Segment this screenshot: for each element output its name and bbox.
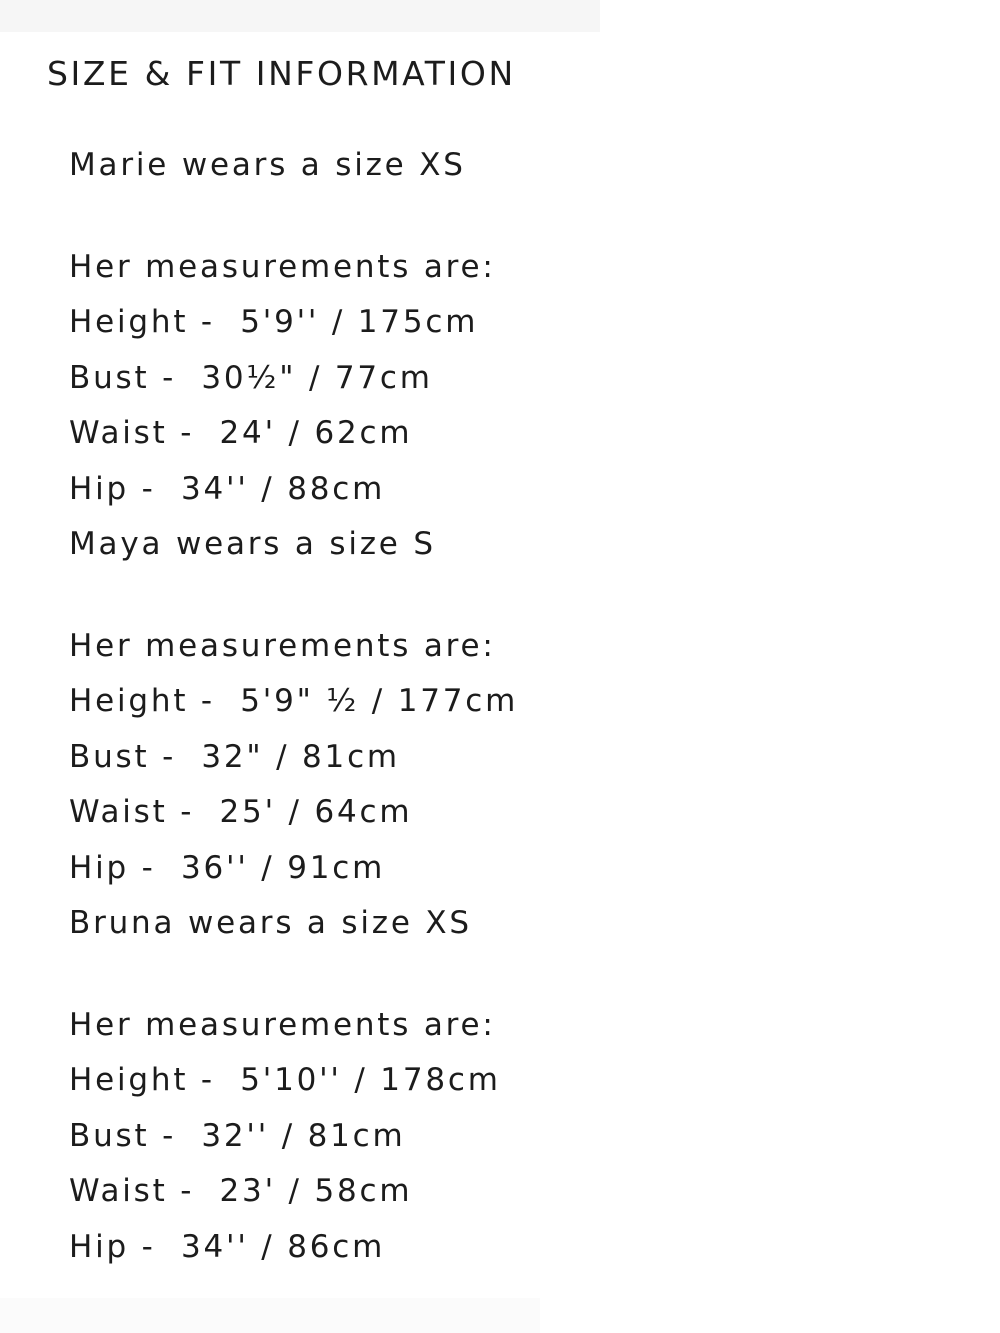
- bottom-background-band: [0, 1298, 540, 1333]
- measurements-label: Her measurements are:: [69, 248, 496, 285]
- bust-measurement: Bust - 32" / 81cm: [69, 738, 400, 775]
- height-measurement: Height - 5'9" ½ / 177cm: [69, 683, 519, 719]
- measurements-label: Her measurements are:: [69, 1006, 496, 1043]
- model-block-bruna: [69, 896, 969, 1275]
- waist-measurement: Waist - 24' / 62cm: [69, 415, 413, 451]
- spacer: [69, 194, 969, 240]
- section-heading: SIZE & FIT INFORMATION: [47, 54, 516, 93]
- spacer: [69, 573, 969, 619]
- bust-measurement: Bust - 32'' / 81cm: [69, 1117, 406, 1154]
- model-intro: Maya wears a size S: [69, 526, 436, 562]
- hip-measurement: Hip - 36'' / 91cm: [69, 849, 386, 886]
- model-block-marie: [69, 138, 969, 517]
- model-block-maya: [69, 517, 969, 896]
- waist-measurement: Waist - 23' / 58cm: [69, 1173, 413, 1209]
- model-intro: Marie wears a size XS: [69, 147, 466, 183]
- waist-measurement: Waist - 25' / 64cm: [69, 794, 413, 830]
- spacer: [69, 952, 969, 998]
- hip-measurement: Hip - 34'' / 86cm: [69, 1228, 386, 1265]
- model-intro: Bruna wears a size XS: [69, 905, 472, 941]
- height-measurement: Height - 5'10'' / 178cm: [69, 1062, 501, 1098]
- height-measurement: Height - 5'9'' / 175cm: [69, 304, 479, 340]
- measurements-label: Her measurements are:: [69, 627, 496, 664]
- size-fit-content: [69, 138, 969, 1275]
- top-background-band: [0, 0, 600, 32]
- hip-measurement: Hip - 34'' / 88cm: [69, 470, 386, 507]
- bust-measurement: Bust - 30½" / 77cm: [69, 359, 433, 396]
